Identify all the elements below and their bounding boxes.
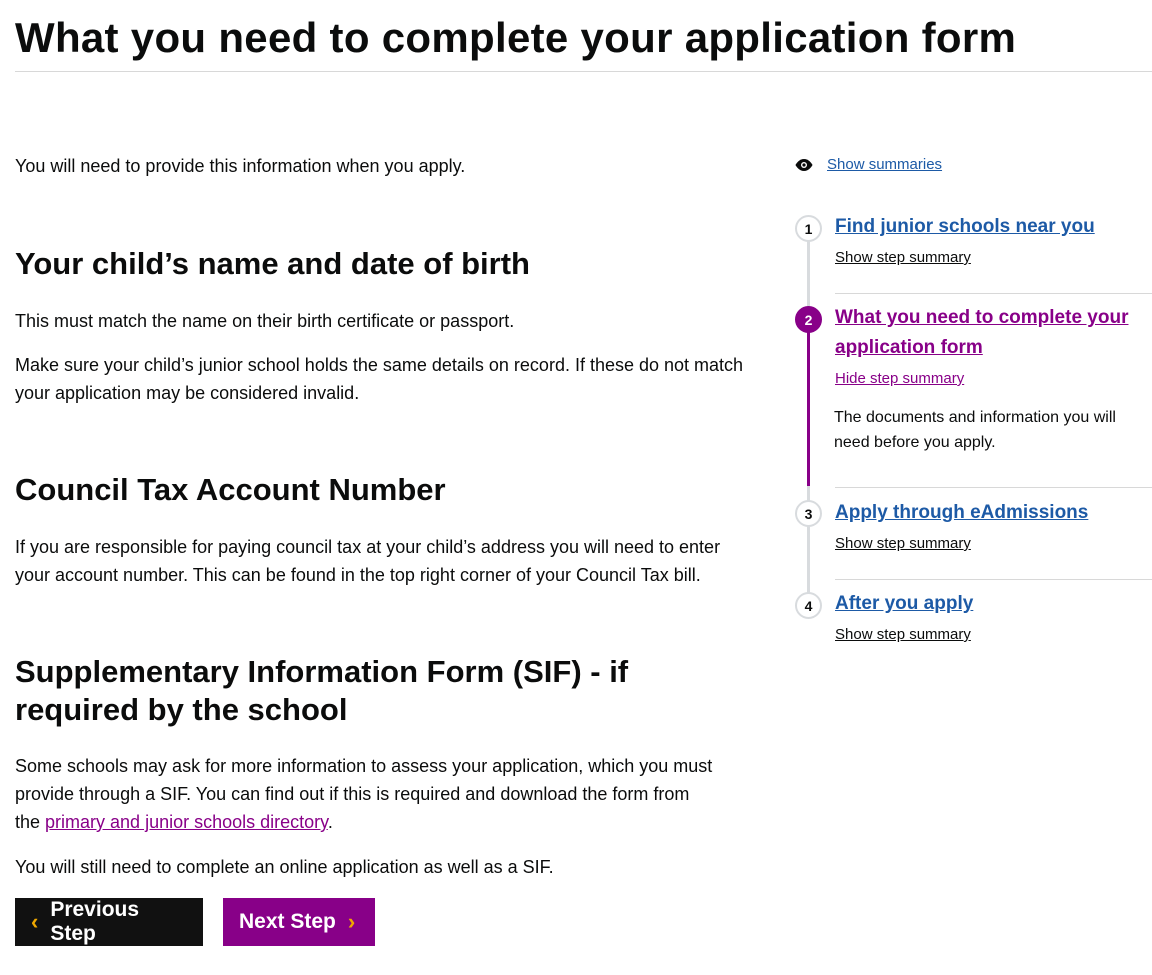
section-heading: Supplementary Information Form (SIF) - if required by the school bbox=[15, 654, 629, 727]
step-number: 4 bbox=[795, 592, 822, 619]
step-link-3[interactable]: Apply through eAdmissions bbox=[835, 502, 1089, 523]
section-text: You will still need to complete an online application as well as a SIF. bbox=[15, 857, 554, 877]
previous-step-button[interactable]: ‹ Previous Step bbox=[15, 898, 203, 946]
step-link-4[interactable]: After you apply bbox=[835, 593, 974, 614]
active-step-line bbox=[807, 320, 810, 486]
schools-directory-link[interactable]: primary and junior schools directory bbox=[45, 812, 328, 832]
show-step-summary-4[interactable]: Show step summary bbox=[835, 626, 971, 643]
step-number: 1 bbox=[795, 215, 822, 242]
divider bbox=[15, 71, 1152, 72]
eye-icon bbox=[795, 158, 813, 172]
step-summary: The documents and information you will need before you apply. bbox=[834, 409, 1116, 451]
hide-step-summary-2[interactable]: Hide step summary bbox=[835, 370, 965, 387]
divider bbox=[835, 487, 1152, 488]
section-heading: Council Tax Account Number bbox=[15, 472, 446, 507]
divider bbox=[835, 579, 1152, 580]
divider bbox=[835, 293, 1152, 294]
section-text: Some schools may ask for more information to assess your application, which you must provide through a SIF. You can find out if this is required and download the form from the primary and junior schools directory. bbox=[15, 756, 713, 832]
chevron-left-icon: ‹ bbox=[31, 909, 39, 934]
section-heading: Your child’s name and date of birth bbox=[15, 246, 530, 281]
chevron-right-icon: › bbox=[347, 909, 356, 934]
page-title: What you need to complete your application form bbox=[15, 14, 1017, 61]
intro-text: You will need to provide this information when you apply. bbox=[15, 156, 466, 176]
next-step-button[interactable]: Next Step › bbox=[223, 898, 375, 946]
step-link-1[interactable]: Find junior schools near you bbox=[835, 216, 1095, 237]
show-summaries-link[interactable]: Show summaries bbox=[827, 156, 943, 173]
section-text: Make sure your child’s junior school holds the same details on record. If these do not match your application may be considered invalid. bbox=[15, 355, 744, 403]
section-text: If you are responsible for paying council tax at your child’s address you will need to enter your account number. This can be found in the top right corner of your Council Tax bill. bbox=[15, 537, 721, 585]
step-number: 3 bbox=[795, 500, 822, 527]
section-text: This must match the name on their birth certificate or passport. bbox=[15, 311, 515, 331]
show-step-summary-3[interactable]: Show step summary bbox=[835, 535, 971, 552]
show-step-summary-1[interactable]: Show step summary bbox=[835, 249, 971, 266]
step-number: 2 bbox=[795, 306, 822, 333]
step-link-2[interactable]: What you need to complete your application form bbox=[835, 307, 1129, 358]
